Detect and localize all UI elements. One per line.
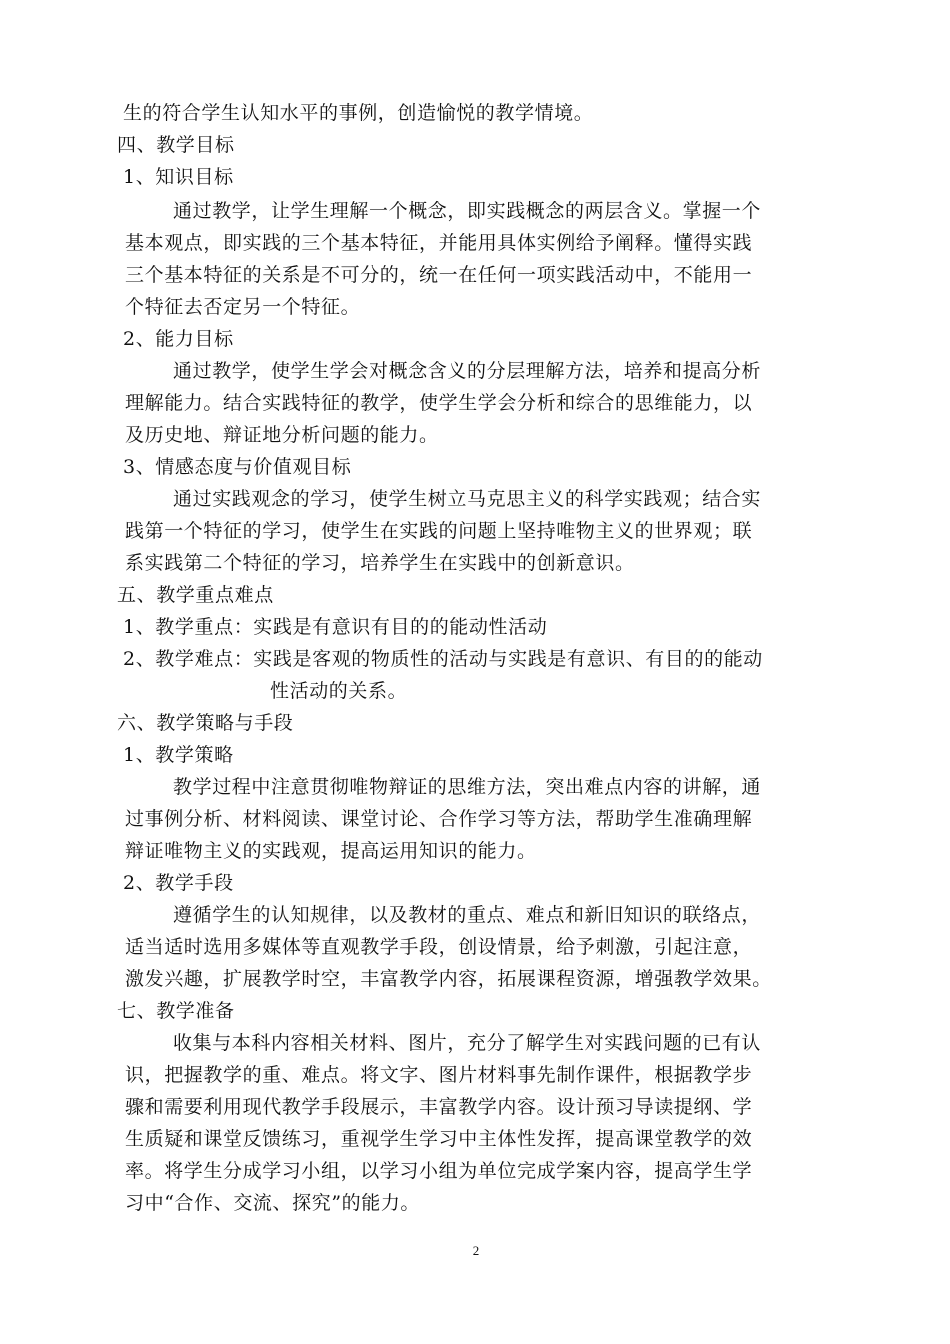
text-line: 通过教学，使学生学会对概念含义的分层理解方法，培养和提高分析 xyxy=(173,360,762,382)
text-line: 习中“合作、交流、探究”的能力。 xyxy=(125,1192,421,1214)
section-heading: 六、教学策略与手段 xyxy=(117,712,294,734)
text-line: 识，把握教学的重、难点。将文字、图片材料事先制作课件，根据教学步 xyxy=(125,1064,753,1086)
subsection-heading: 2、教学手段 xyxy=(123,872,234,894)
section-heading: 四、教学目标 xyxy=(117,134,235,156)
text-line: 系实践第二个特征的学习，培养学生在实践中的创新意识。 xyxy=(125,552,635,574)
text-line: 过事例分析、材料阅读、课堂讨论、合作学习等方法，帮助学生准确理解 xyxy=(125,808,753,830)
text-line: 教学过程中注意贯彻唯物辩证的思维方法，突出难点内容的讲解，通 xyxy=(173,776,762,798)
text-line: 生的符合学生认知水平的事例，创造愉悦的教学情境。 xyxy=(123,102,594,124)
text-line: 三个基本特征的关系是不可分的，统一在任何一项实践活动中，不能用一 xyxy=(125,264,753,286)
text-line: 激发兴趣，扩展教学时空，丰富教学内容，拓展课程资源，增强教学效果。 xyxy=(125,968,772,990)
subsection-heading: 1、教学策略 xyxy=(123,744,234,766)
text-line: 生质疑和课堂反馈练习，重视学生学习中主体性发挥，提高课堂教学的效 xyxy=(125,1128,753,1150)
text-line: 性活动的关系。 xyxy=(270,680,408,702)
text-line: 收集与本科内容相关材料、图片，充分了解学生对实践问题的已有认 xyxy=(173,1032,762,1054)
text-line: 理解能力。结合实践特征的教学，使学生学会分析和综合的思维能力，以 xyxy=(125,392,753,414)
text-line: 及历史地、辩证地分析问题的能力。 xyxy=(125,424,439,446)
list-item: 2、教学难点：实践是客观的物质性的活动与实践是有意识、有目的的能动 xyxy=(123,648,763,670)
subsection-heading: 3、情感态度与价值观目标 xyxy=(123,456,352,478)
text-line: 辩证唯物主义的实践观，提高运用知识的能力。 xyxy=(125,840,537,862)
section-heading: 七、教学准备 xyxy=(117,1000,235,1022)
text-line: 基本观点，即实践的三个基本特征，并能用具体实例给予阐释。懂得实践 xyxy=(125,232,753,254)
section-heading: 五、教学重点难点 xyxy=(117,584,274,606)
text-line: 骤和需要利用现代教学手段展示，丰富教学内容。设计预习导读提纲、学 xyxy=(125,1096,753,1118)
text-line: 遵循学生的认知规律，以及教材的重点、难点和新旧知识的联络点， xyxy=(173,904,762,926)
text-line: 通过教学，让学生理解一个概念，即实践概念的两层含义。掌握一个 xyxy=(173,200,762,222)
text-line: 适当适时选用多媒体等直观教学手段，创设情景，给予刺激，引起注意， xyxy=(125,936,753,958)
text-line: 践第一个特征的学习，使学生在实践的问题上坚持唯物主义的世界观；联 xyxy=(125,520,753,542)
text-line: 个特征去否定另一个特征。 xyxy=(125,296,361,318)
subsection-heading: 1、知识目标 xyxy=(123,166,234,188)
page-number: 2 xyxy=(472,1243,480,1258)
list-item: 1、教学重点：实践是有意识有目的的能动性活动 xyxy=(123,616,548,638)
text-line: 通过实践观念的学习，使学生树立马克思主义的科学实践观；结合实 xyxy=(173,488,762,510)
text-line: 率。将学生分成学习小组，以学习小组为单位完成学案内容，提高学生学 xyxy=(125,1160,753,1182)
subsection-heading: 2、能力目标 xyxy=(123,328,234,350)
